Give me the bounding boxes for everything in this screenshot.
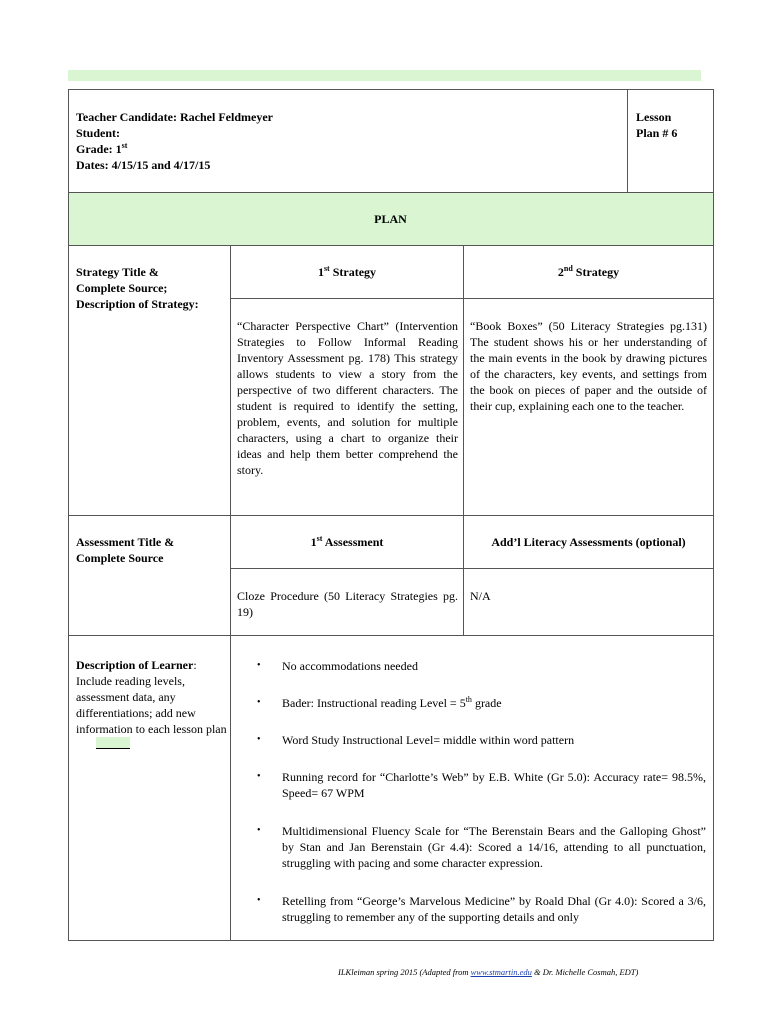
additional-assessments-heading: Add’l Literacy Assessments (optional) xyxy=(491,535,686,549)
list-item-text: No accommodations needed xyxy=(282,659,418,673)
table-border-top xyxy=(68,89,714,90)
first-assessment-heading xyxy=(231,534,463,550)
top-green-bar xyxy=(68,70,701,81)
lesson-label: Lesson xyxy=(636,110,672,124)
list-item-text: grade xyxy=(471,696,502,710)
heading-text: Strategy xyxy=(332,265,377,279)
first-strategy-heading xyxy=(231,264,463,280)
first-strategy-description: “Character Perspective Chart” (Intervention Strategies to Follow Informal Reading Inventory Assessment pg. 178) This strategy allows students to view a story from the perspective of two different characters. The student is required to identify the setting, problem, events, and solution for multiple characters, using a chart to organize their ideas and help them better comprehend the story. xyxy=(237,319,458,477)
bullet-icon: • xyxy=(257,895,261,906)
header-info xyxy=(76,109,616,173)
second-strategy-heading xyxy=(464,264,713,280)
teacher-line xyxy=(76,109,616,125)
assessment-label-line: Complete Source xyxy=(76,551,164,565)
footer-suffix: & Dr. Michelle Cosmah, EDT) xyxy=(531,967,639,977)
blank-underline xyxy=(96,737,130,749)
col-line xyxy=(463,245,464,636)
grade-value: 1 xyxy=(115,142,122,156)
row-line xyxy=(68,635,714,636)
heading-number: 1 xyxy=(317,265,324,279)
strategy-label-line: Complete Source; xyxy=(76,281,168,295)
learner-label-bold: Description of Learner xyxy=(76,658,194,672)
strategy-label xyxy=(76,264,226,312)
footer-credit xyxy=(338,967,638,977)
grade-line xyxy=(76,141,616,157)
learner-bullet-list xyxy=(257,658,706,925)
heading-number: 1 xyxy=(310,535,317,549)
grade-sup: st xyxy=(121,141,128,150)
row-line xyxy=(68,245,714,246)
row-line xyxy=(68,192,714,193)
list-item xyxy=(257,732,706,748)
heading-text: Strategy xyxy=(575,265,620,279)
dates-value: 4/15/15 and 4/17/15 xyxy=(111,158,211,172)
teacher-label: Teacher Candidate: xyxy=(76,110,178,124)
heading-sup: nd xyxy=(563,264,573,273)
teacher-value: Rachel Feldmeyer xyxy=(180,110,273,124)
list-item xyxy=(257,893,706,925)
plan-title: PLAN xyxy=(374,212,407,226)
heading-text: Assessment xyxy=(324,535,384,549)
list-item-text: Retelling from “George’s Marvelous Medicine” by Roald Dhal (Gr 4.0): Scored a 3/6, struggling to remember any of the supporting details and only xyxy=(282,894,706,924)
grade-label: Grade: xyxy=(76,142,113,156)
second-strategy-description: “Book Boxes” (50 Literacy Strategies pg.131) The student shows his or her understanding of the main events in the book by drawing pictures of the characters, key events, and settings from the book on pieces of paper and the outside of their cup, explaining each one to the teacher. xyxy=(470,319,707,413)
first-assessment-description: Cloze Procedure (50 Literacy Strategies pg. 19) xyxy=(237,589,458,619)
assessment-label xyxy=(76,534,226,566)
table-border-bottom xyxy=(68,940,714,941)
list-item xyxy=(257,658,706,674)
list-item-text: Bader: Instructional reading Level = 5 xyxy=(282,696,466,710)
list-item-text: Running record for “Charlotte’s Web” by E.B. White (Gr 5.0): Accuracy rate= 98.5%, Speed= 67 WPM xyxy=(282,770,706,800)
header-divider xyxy=(627,89,628,192)
list-item xyxy=(257,823,706,871)
bullet-icon: • xyxy=(257,825,261,836)
list-item-text: Multidimensional Fluency Scale for “The Berenstain Bears and the Galloping Ghost” by Stan and Jan Berenstain (Gr 4.4): Scored a 14/16, attending to all punctuation, struggling with pacing and some character expression. xyxy=(282,824,706,870)
bullet-icon: • xyxy=(257,734,261,745)
footer-prefix: ILKleiman spring 2015 (Adapted from xyxy=(338,967,471,977)
bullet-icon: • xyxy=(257,771,261,782)
row-line xyxy=(230,568,714,569)
learner-label-colon: : xyxy=(193,658,197,672)
learner-label-instructions: Include reading levels, assessment data, any differentiations; add new information to each lesson plan xyxy=(76,674,227,736)
strategy-label-line: Description of Strategy: xyxy=(76,297,199,311)
col-line xyxy=(230,245,231,941)
footer-link[interactable]: www.stmartin.edu xyxy=(470,967,532,977)
bullet-icon: • xyxy=(257,697,261,708)
dates-line xyxy=(76,157,616,173)
lesson-plan-number xyxy=(636,109,711,141)
assessment-label-line: Assessment Title & xyxy=(76,535,175,549)
learner-label xyxy=(76,657,228,753)
student-line xyxy=(76,125,616,141)
bullet-icon: • xyxy=(257,660,261,671)
plan-number: Plan # 6 xyxy=(636,126,678,140)
additional-assessments-value: N/A xyxy=(470,589,491,603)
list-item-sup: th xyxy=(465,695,472,704)
student-label: Student: xyxy=(76,126,121,140)
heading-number: 2 xyxy=(557,265,564,279)
heading-sup: st xyxy=(323,264,330,273)
row-line xyxy=(68,515,714,516)
heading-sup: st xyxy=(316,534,323,543)
list-item-text: Word Study Instructional Level= middle within word pattern xyxy=(282,733,575,747)
dates-label: Dates: xyxy=(76,158,109,172)
strategy-label-line: Strategy Title & xyxy=(76,265,159,279)
list-item xyxy=(257,695,706,711)
row-line xyxy=(230,298,714,299)
list-item xyxy=(257,769,706,801)
